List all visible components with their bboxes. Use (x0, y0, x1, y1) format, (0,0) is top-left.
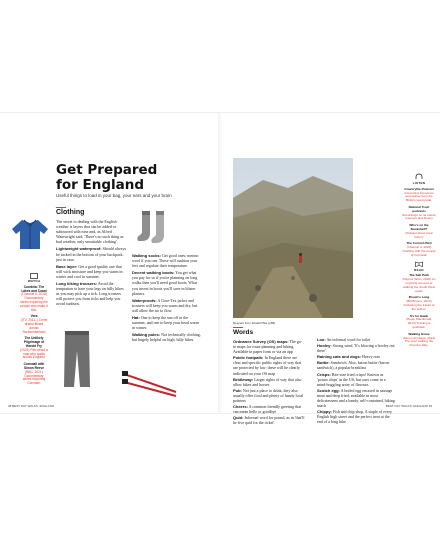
section-heading-clothing: Clothing (56, 209, 85, 216)
clothing-item-poles: Walking poles: Not technically clothing, but hugely helpful on high, hilly hikes. (132, 332, 201, 343)
right-page-footer: BEST DAY WALKS: ENGLAND 39 (385, 404, 432, 408)
listen-item: Countryfile Podcast Interesting interviews and stories from the British countryside. (404, 186, 434, 203)
section-heading-words: Words (233, 329, 254, 336)
book-icon (402, 261, 436, 267)
word-entry: Raining cats and dogs: Heavy rain (317, 354, 380, 360)
word-entry: Crisps: Bite-size fried crisps! Known as 'potato chips' in the US, but ours come in a mind-boggling array of flavours (317, 371, 386, 387)
word-entry: Buttie: Sandwich. Also, bacon buttie (bacon sandwich), a popular breakfast (317, 360, 390, 371)
read-label: READ (414, 267, 424, 272)
word-entry: Pub: Not just a place to drink, they also usually offer food and plenty of handy local pointers (233, 387, 304, 404)
words-column-1 (233, 339, 305, 426)
watch-item: The Unlikely Pilgrimage of Harold Fry (2023) Film about a man who walks across England. (20, 336, 48, 360)
title-line-2: for England (56, 177, 145, 193)
clothing-item-hat: Hat: One to keep the sun off in the summer, and one to keep your head warm in winter. (132, 315, 199, 331)
page-subtitle: Useful things to load in your bag, your ears and your brain (56, 193, 172, 198)
word-entry: Bridleway: Larger rights of way that also allow bikes and horses (233, 376, 302, 387)
clothing-item-base-layer: Base layer: Get a good quality one that will wick moisture and keep you warm in winter and cool in summer. (56, 263, 123, 279)
clothing-column-2 (132, 253, 202, 343)
photo-caption: Descent from Scafell Pike (p89) (233, 321, 276, 325)
headphones-icon (402, 173, 436, 180)
clothing-item-socks: Walking socks: Get good ones; merino wool if you can. These will cushion your feet and regulate their temperature. (132, 253, 199, 269)
word-entry: Public footpath: In England there are clear and specific public rights of way that are protected by law; these will be clearly indicated on your OS map (233, 355, 302, 376)
read-item: The Salt Path (Raynor Winn, 2018) An inspiring account of walking the South West coast. (402, 273, 436, 293)
watch-item: Vera (ITV, 2011–) Crime drama filmed across Northumberland (20, 314, 48, 334)
word-entry: Scotch egg: A boiled egg encased in sausage meat and deep fried; available in most delicatessens and a handy, self-contained, hiking snack (317, 387, 395, 409)
watch-item: Cornwall with Simon Reeve (BBC, 2021) Documentary series exploring Cornwall. (22, 362, 46, 386)
word-entry: Hooley: Strong wind. 'It's blowing a hooley out there'. (317, 343, 395, 354)
clothing-item-boots: Decent walking boots: You get what you pay for so if you're planning on long walks then you'll need good boots. What you invest in boots you'll save in blister plasters. (132, 270, 198, 296)
word-entry: Ordnance Survey (OS) maps: The go-to maps for route planning and hiking. Available in paper form or via an app (233, 339, 303, 355)
trousers-illustration (62, 329, 92, 389)
jacket-illustration (10, 217, 50, 251)
clothing-intro: The secret to dealing with the English weather is layers that can be added or subtracted with ease and, as Alfred Wainwright said, 'There's no such thing as bad weather, only unsuitable clothing'. (56, 219, 124, 245)
page-title (56, 163, 206, 193)
listen-label: LISTEN (412, 181, 426, 185)
section-rule (56, 207, 66, 208)
word-entry: Loo: An informal word for toilet (317, 337, 371, 342)
walking-poles-illustration (120, 368, 180, 398)
left-page (0, 113, 219, 413)
read-item: Brown's Long (Bill Bryson, 2014) Following the tracks of the author. (403, 295, 435, 311)
scafell-photo (233, 158, 353, 318)
section-rule (233, 327, 243, 328)
listen-item: National Trust podcasts Recordings on its nature reserves and history (402, 204, 436, 221)
watch-label: WATCH (27, 279, 41, 283)
watch-item: Cumbria: The Lakes and Coast (Channel 5, 2018) Documentary series exploring the people who make it tick. (20, 284, 48, 312)
listen-item: Who's on the Bookshelf? Podcast about local history (405, 223, 433, 239)
read-item: Walking Home (Simon Armitage, 2012) The poet walking the Pennine Way. (402, 331, 436, 348)
socks-illustration (136, 209, 172, 249)
watch-sidebar (20, 273, 48, 389)
words-column-2 (317, 337, 395, 425)
listen-item: The Cornish Bird (Channel 4, 2020) Chatting with the people of Cornwall. (402, 241, 436, 257)
word-entry: Chippy: Fish and chip shop. A staple of every English high street and the perfect treat at the end of a long hike (317, 409, 392, 425)
right-page (221, 113, 440, 426)
clothing-item-waterproofs: Waterproofs: A Gore-Tex jacket and trousers will keep you warm and dry, but still allow the air to flow. (132, 297, 198, 313)
left-page-footer: 38 BEST DAY WALKS: ENGLAND (8, 404, 55, 408)
word-entry: Cheers: A common friendly greeting that can mean hello or goodbye (233, 404, 302, 415)
listen-read-sidebar (402, 173, 436, 351)
title-line-1: Get Prepared (56, 162, 158, 178)
clothing-column-1 (56, 219, 126, 307)
clothing-item-waterproof: Lightweight waterproof: Should always be tucked in the bottom of your backpack, just in case. (56, 246, 127, 262)
clothing-item-trousers: Long hiking trousers: Avoid the temptation to bare your legs on hilly hikes as you may pick up a tick. Long trousers will protect you from ticks and help you avoid sunburn. (56, 281, 124, 307)
read-item: It's for Hawk (Helen Macdonald, 2014) Training a goshawk. (406, 313, 432, 329)
word-entry: Quid: Informal word for pound, as in 'that'll be five quid for the ticket' (233, 415, 305, 426)
book-spread (0, 113, 440, 426)
mountain-landscape-image (233, 158, 353, 318)
